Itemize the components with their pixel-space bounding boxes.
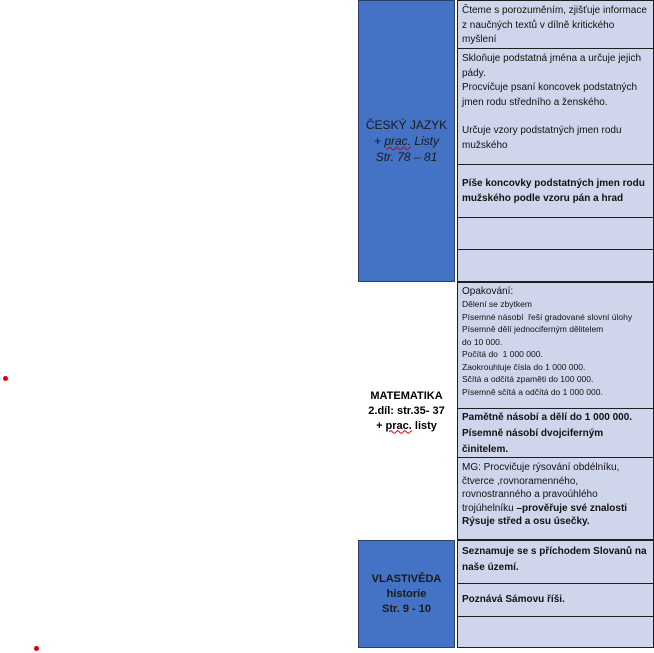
subject-math-title: MATEMATIKA bbox=[370, 389, 443, 402]
math-cell-3-part1: MG: Procvičuje rýsování obdélníku, čtverce ,rovnoramenného, rovnostranného a pravoúhlého trojúhelníku bbox=[462, 462, 620, 514]
czech-prac-word: prac. bbox=[384, 134, 411, 148]
math-review-item: Písemně dělí jednociferným dělitelem bbox=[462, 324, 604, 334]
subject-czech-pages: Str. 78 – 81 bbox=[375, 150, 438, 164]
czech-cell-1-text: Čteme s porozuměním, zjišťuje informace z naučných textů v dílně kritického myšlení bbox=[462, 5, 647, 45]
red-marker-dot bbox=[34, 646, 39, 651]
history-cell-1 bbox=[457, 540, 654, 584]
math-review-item: Sčítá a odčítá zpaměti do 100 000. bbox=[462, 374, 594, 384]
subject-czech-title: ČESKÝ JAZYK bbox=[365, 118, 448, 132]
math-cell-2-text: Pamětně násobí a dělí do 1 000 000. Písemně násobí dvojciferným činitelem. bbox=[462, 412, 633, 455]
history-cell-1-text: Seznamuje se s příchodem Slovanů na naše území. bbox=[462, 546, 647, 573]
subject-math bbox=[358, 282, 455, 540]
history-cell-2-text: Poznává Sámovu říši. bbox=[462, 594, 565, 605]
subject-history-title: VLASTIVĚDA bbox=[371, 572, 442, 585]
czech-cell-2-line3: Určuje vzory podstatných jmen rodu mužského bbox=[462, 125, 625, 151]
math-cell-3 bbox=[457, 457, 654, 540]
math-review-item: do 10 000. bbox=[462, 336, 503, 347]
czech-cell-3 bbox=[457, 164, 654, 218]
czech-cell-2-line2: Procvičuje psaní koncovek podstatných jmen rodu středního a ženského. bbox=[462, 82, 640, 108]
subject-math-worksheets: + prac. listy bbox=[376, 419, 437, 432]
subject-history bbox=[358, 540, 455, 648]
math-review-title: Opakování: bbox=[462, 286, 514, 297]
math-review-item: Počítá do 1 000 000. bbox=[462, 349, 543, 359]
math-cell-3-part3: Rýsuje střed a osu úsečky. bbox=[462, 516, 590, 527]
history-cell-2 bbox=[457, 583, 654, 617]
math-prac-word: prac. bbox=[385, 419, 412, 432]
red-marker-dot bbox=[3, 376, 8, 381]
math-cell-3-part2: –prověřuje své znalosti bbox=[513, 502, 628, 514]
schedule-table bbox=[358, 0, 654, 653]
math-review-item: Písemně sčítá a odčítá do 1 000 000. bbox=[462, 386, 603, 397]
math-review-item: Písemné násobí řeší gradované slovní úlohy bbox=[462, 311, 633, 322]
czech-cell-5 bbox=[457, 249, 654, 282]
math-cell-1 bbox=[457, 282, 654, 409]
czech-cell-3-text: Píše koncovky podstatných jmen rodu mužského podle vzoru pán a hrad bbox=[462, 178, 645, 204]
history-cell-3 bbox=[457, 616, 654, 648]
czech-cell-1 bbox=[457, 0, 654, 49]
czech-cell-2-line1: Skloňuje podstatná jména a určuje jejich pády. bbox=[462, 53, 644, 79]
subject-history-subtitle: historie bbox=[386, 587, 427, 600]
subject-czech bbox=[358, 0, 455, 282]
math-review-item: Dělení se zbytkem bbox=[462, 299, 532, 309]
subject-czech-worksheets: + prac. Listy bbox=[373, 134, 440, 148]
math-review-item: Zaokrouhluje čísla do 1 000 000. bbox=[462, 361, 586, 372]
subject-math-pages: 2.díl: str.35- 37 bbox=[368, 404, 445, 417]
czech-cell-4 bbox=[457, 217, 654, 250]
subject-history-pages: Str. 9 - 10 bbox=[382, 602, 431, 615]
czech-cell-2 bbox=[457, 48, 654, 165]
math-cell-2 bbox=[457, 408, 654, 458]
